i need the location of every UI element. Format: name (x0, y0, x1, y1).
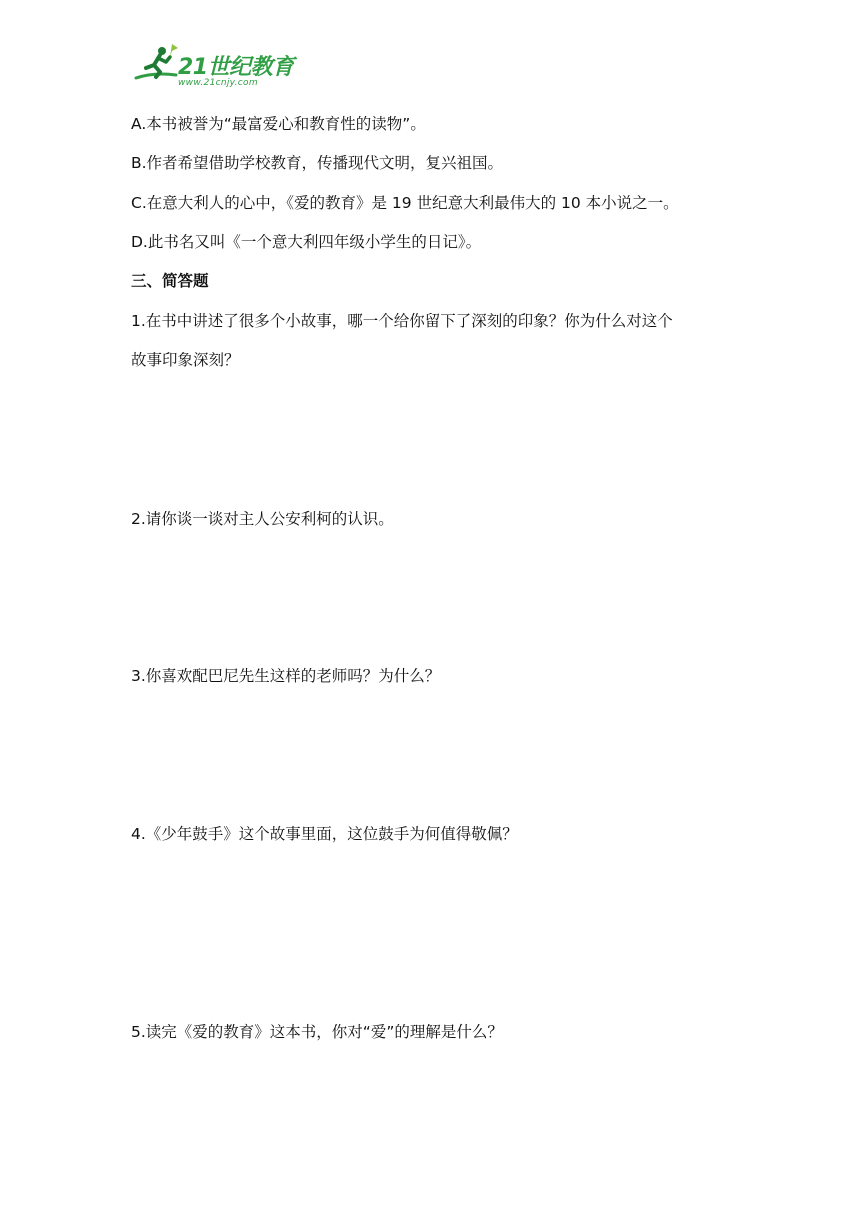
question-4: 4.《少年鼓手》这个故事里面，这位鼓手为何值得敬佩？ (131, 825, 518, 843)
site-logo (134, 42, 304, 98)
runner-logo-icon (134, 42, 178, 86)
question-5: 5.读完《爱的教育》这本书，你对“爱”的理解是什么？ (131, 1023, 503, 1041)
option-d: D.此书名又叫《一个意大利四年级小学生的日记》。 (131, 233, 482, 251)
question-2: 2.请你谈一谈对主人公安利柯的认识。 (131, 510, 394, 528)
question-1-line-2: 故事印象深刻？ (131, 351, 240, 369)
logo-url-text: www.21cnjy.com (178, 78, 258, 88)
logo-brand-text: 21世纪教育 (178, 55, 294, 80)
option-a: A.本书被誉为“最富爱心和教育性的读物”。 (131, 115, 426, 133)
section-heading: 三、简答题 (131, 272, 209, 290)
option-b: B.作者希望借助学校教育，传播现代文明，复兴祖国。 (131, 154, 504, 172)
option-c: C.在意大利人的心中，《爱的教育》是 19 世纪意大利最伟大的 10 本小说之一。 (131, 194, 679, 212)
question-3: 3.你喜欢配巴尼先生这样的老师吗？为什么？ (131, 667, 441, 685)
question-1-line-1: 1.在书中讲述了很多个小故事，哪一个给你留下了深刻的印象？你为什么对这个 (131, 312, 673, 330)
